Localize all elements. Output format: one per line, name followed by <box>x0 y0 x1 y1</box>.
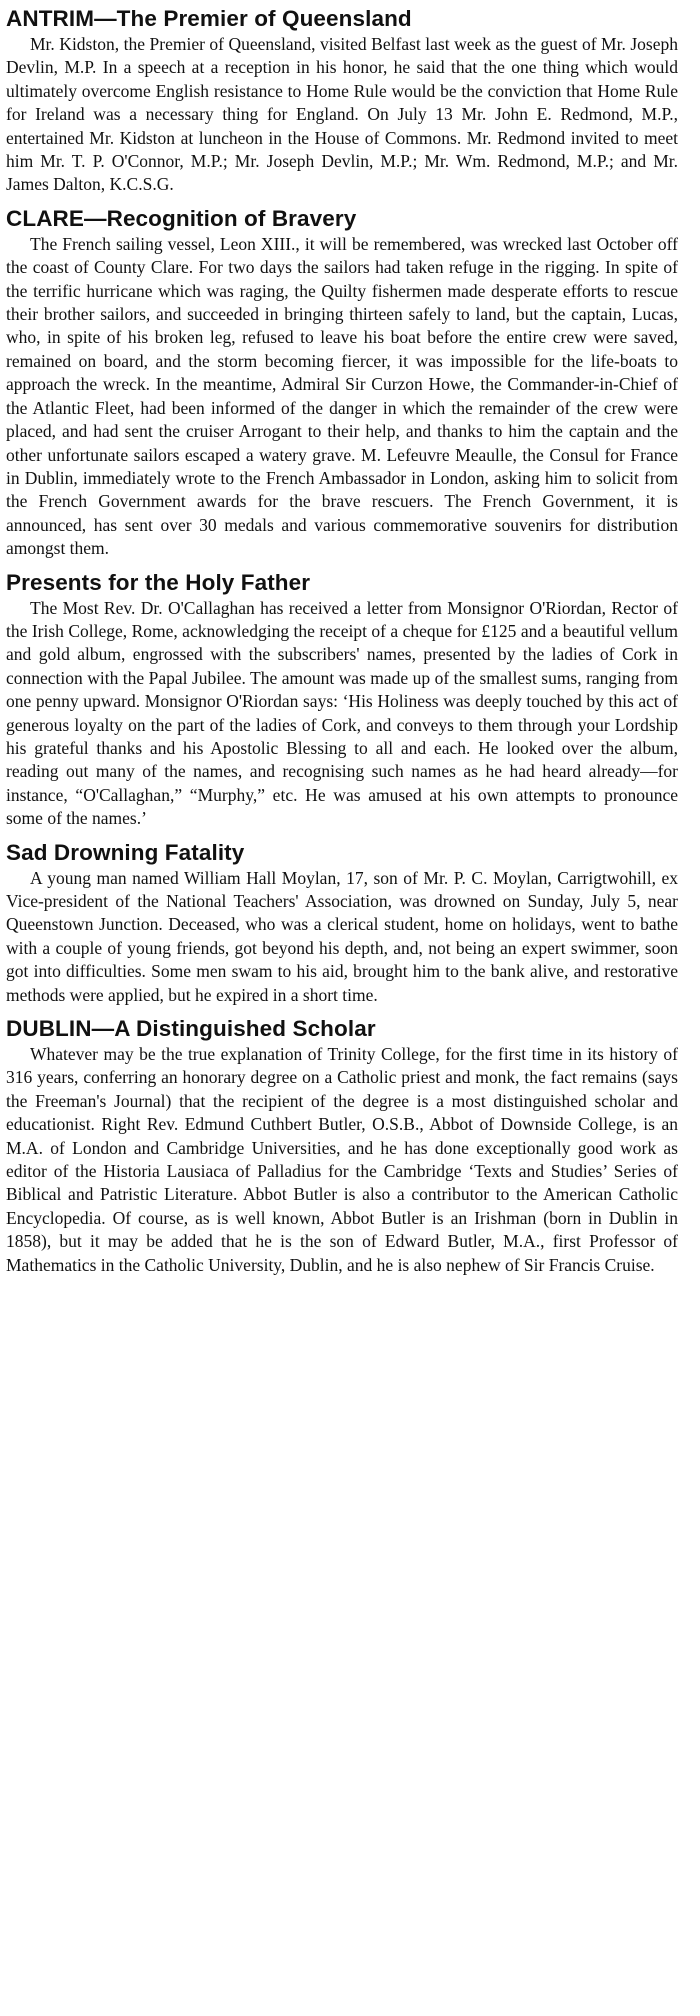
article-headline: ANTRIM—The Premier of Queensland <box>6 6 412 31</box>
article-body: A young man named William Hall Moylan, 17, son of Mr. P. C. Moylan, Carrigtwohill, ex Vice-president of the National Teachers' Association, was drowned on Sunday, July 5, near Queenstown Junction. Deceased, who was a clerical student, home on holidays, went to bathe with a couple of young friends, got beyond his depth, and, not being an expert swimmer, soon got into difficulties. Some men swam to his aid, brought him to the bank alive, and restorative methods were applied, but he expired in a short time. <box>6 867 678 1005</box>
article-holy-father <box>6 568 678 831</box>
article-body: Mr. Kidston, the Premier of Queensland, visited Belfast last week as the guest of Mr. Joseph Devlin, M.P. In a speech at a reception in his honor, he said that the one thing which would ultimately overcome English resistance to Home Rule would be the conviction that Home Rule for Ireland was a necessary thing for England. On July 13 Mr. John E. Redmond, M.P., entertained Mr. Kidston at luncheon in the House of Commons. Mr. Redmond invited to meet him Mr. T. P. O'Connor, M.P.; Mr. Joseph Devlin, M.P.; Mr. Wm. Redmond, M.P.; and Mr. James Dalton, K.C.S.G. <box>6 34 678 195</box>
article-body: The Most Rev. Dr. O'Callaghan has received a letter from Monsignor O'Riordan, Rector of the Irish College, Rome, acknowledging the receipt of a cheque for £125 and a beautiful vellum and gold album, engrossed with the subscribers' names, presented by the ladies of Cork in connection with the Papal Jubilee. The amount was made up of the smallest sums, ranging from one penny upward. Monsignor O'Riordan says: ‘His Holiness was deeply touched by this act of generous loyalty on the part of the ladies of Cork, and conveys to them through your Lordship his grateful thanks and his Apostolic Blessing to all and each. He looked over the album, reading out many of the names, and recognising such names as he had heard already—for instance, “O'Callaghan,” “Murphy,” etc. He was amused at his own attempts to pronounce some of the names.’ <box>6 597 678 829</box>
article-body: The French sailing vessel, Leon XIII., it will be remembered, was wrecked last October off the coast of County Clare. For two days the sailors had taken refuge in the rigging. In spite of the terrific hurricane which was raging, the Quilty fishermen made desperate efforts to rescue their brother sailors, and succeeded in bringing thirteen safely to land, but the captain, Lucas, who, in spite of his broken leg, refused to leave his boat before the entire crew were saved, remained on board, and the storm becoming fiercer, it was impossible for the life-boats to approach the wreck. In the meantime, Admiral Sir Curzon Howe, the Commander-in-Chief of the Atlantic Fleet, had been informed of the danger in which the remainder of the crew were placed, and had sent the cruiser Arrogant to their help, and thanks to him the captain and the other unfortunate sailors escaped a watery grave. M. Lefeuvre Meaulle, the Consul for France in Dublin, immediately wrote to the French Ambassador in London, asking him to solicit from the French Government awards for the brave rescuers. The French Government, it is announced, has sent over 30 medals and various commemorative souvenirs for distribution amongst them. <box>6 233 678 559</box>
article-dublin <box>6 1014 678 1277</box>
article-drowning <box>6 838 678 1007</box>
article-headline: CLARE—Recognition of Bravery <box>6 205 357 231</box>
article-headline: Presents for the Holy Father <box>6 569 311 595</box>
article-clare <box>6 204 678 561</box>
article-headline: Sad Drowning Fatality <box>6 839 245 865</box>
article-antrim <box>6 4 678 197</box>
article-headline: DUBLIN—A Distinguished Scholar <box>6 1016 376 1042</box>
article-body: Whatever may be the true explanation of Trinity College, for the first time in its history of 316 years, conferring an honorary degree on a Catholic priest and monk, the fact remains (says the Freeman's Journal) that the recipient of the degree is a most distinguished scholar and educationist. Right Rev. Edmund Cuthbert Butler, O.S.B., Abbot of Downside College, is an M.A. of London and Cambridge Universities, and he has done exceptionally good work as editor of the Historia Lausiaca of Palladius for the Cambridge ‘Texts and Studies’ Series of Biblical and Patristic Literature. Abbot Butler is also a contributor to the American Catholic Encyclopedia. Of course, as is well known, Abbot Butler is an Irishman (born in Dublin in 1858), but it may be added that he is the son of Edward Butler, M.A., first Professor of Mathematics in the Catholic University, Dublin, and he is also nephew of Sir Francis Cruise. <box>6 1044 678 1275</box>
